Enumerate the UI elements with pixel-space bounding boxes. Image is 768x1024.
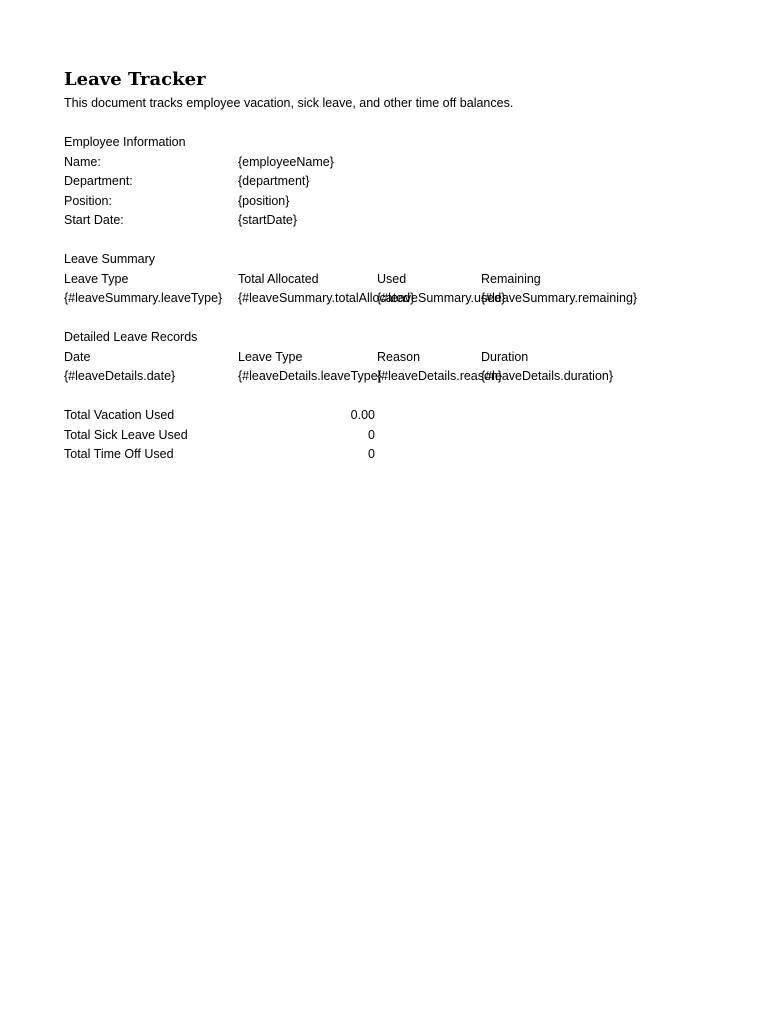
column-header-remaining: Remaining [481, 271, 541, 286]
employee-info-row [64, 153, 586, 173]
employee-info-row [64, 172, 586, 192]
column-header-date: Date [64, 349, 91, 364]
blank-row [64, 231, 586, 251]
leave-summary-heading-row [64, 250, 586, 270]
detail-date-cell[interactable]: {#leaveDetails.date} [64, 369, 176, 383]
summary-total-allocated-cell[interactable]: {#leaveSummary.totalAllocated} [238, 291, 415, 305]
department-value[interactable]: {department} [238, 174, 310, 188]
position-value[interactable]: {position} [238, 193, 290, 208]
detail-duration-cell[interactable]: {#leaveDetails.duration} [481, 369, 614, 383]
blank-row [64, 387, 586, 407]
department-label: Department: [64, 174, 133, 188]
document-description: This document tracks employee vacation, sick leave, and other time off balances. [64, 96, 514, 110]
leave-details-heading-row [64, 328, 586, 348]
total-sick-leave-label: Total Sick Leave Used [64, 427, 188, 442]
total-vacation-label: Total Vacation Used [64, 408, 175, 422]
leave-summary-header-row [64, 270, 586, 290]
employee-info-heading: Employee Information [64, 135, 186, 149]
column-header-duration: Duration [481, 349, 529, 364]
total-time-off-value[interactable]: 0 [368, 447, 375, 461]
detail-reason-cell[interactable]: {#leaveDetails.reason} [377, 369, 503, 383]
description-row [64, 94, 586, 114]
leave-details-heading: Detailed Leave Records [64, 330, 198, 344]
summary-remaining-cell[interactable]: {#leaveSummary.remaining} [481, 291, 638, 305]
column-header-reason: Reason [377, 349, 421, 364]
position-label: Position: [64, 193, 112, 208]
total-vacation-value[interactable]: 0.00 [350, 408, 375, 422]
start-date-label: Start Date: [64, 213, 124, 227]
total-time-off-label: Total Time Off Used [64, 447, 174, 461]
spreadsheet-page [64, 66, 638, 465]
blank-row [64, 114, 586, 134]
column-header-total-allocated: Total Allocated [238, 271, 319, 286]
employee-name-value[interactable]: {employeeName} [238, 154, 334, 169]
total-row [64, 406, 586, 426]
start-date-value[interactable]: {startDate} [238, 213, 298, 227]
employee-name-label: Name: [64, 154, 101, 169]
blank-row [64, 309, 586, 329]
leave-details-header-row [64, 348, 586, 368]
employee-info-row [64, 192, 586, 212]
table-row [64, 289, 638, 309]
total-row [64, 426, 586, 446]
document-title: Leave Tracker [64, 69, 206, 90]
summary-used-cell[interactable]: {#leaveSummary.used} [377, 291, 506, 305]
total-row [64, 445, 586, 465]
summary-leave-type-cell[interactable]: {#leaveSummary.leaveType} [64, 291, 223, 305]
leave-summary-heading: Leave Summary [64, 252, 156, 266]
table-row [64, 367, 614, 387]
detail-leave-type-cell[interactable]: {#leaveDetails.leaveType} [238, 369, 382, 383]
total-sick-leave-value[interactable]: 0 [368, 427, 375, 442]
employee-info-row [64, 211, 586, 231]
column-header-used: Used [377, 271, 407, 286]
employee-info-heading-row [64, 133, 586, 153]
column-header-leave-type: Leave Type [238, 349, 303, 364]
column-header-leave-type: Leave Type [64, 271, 129, 286]
